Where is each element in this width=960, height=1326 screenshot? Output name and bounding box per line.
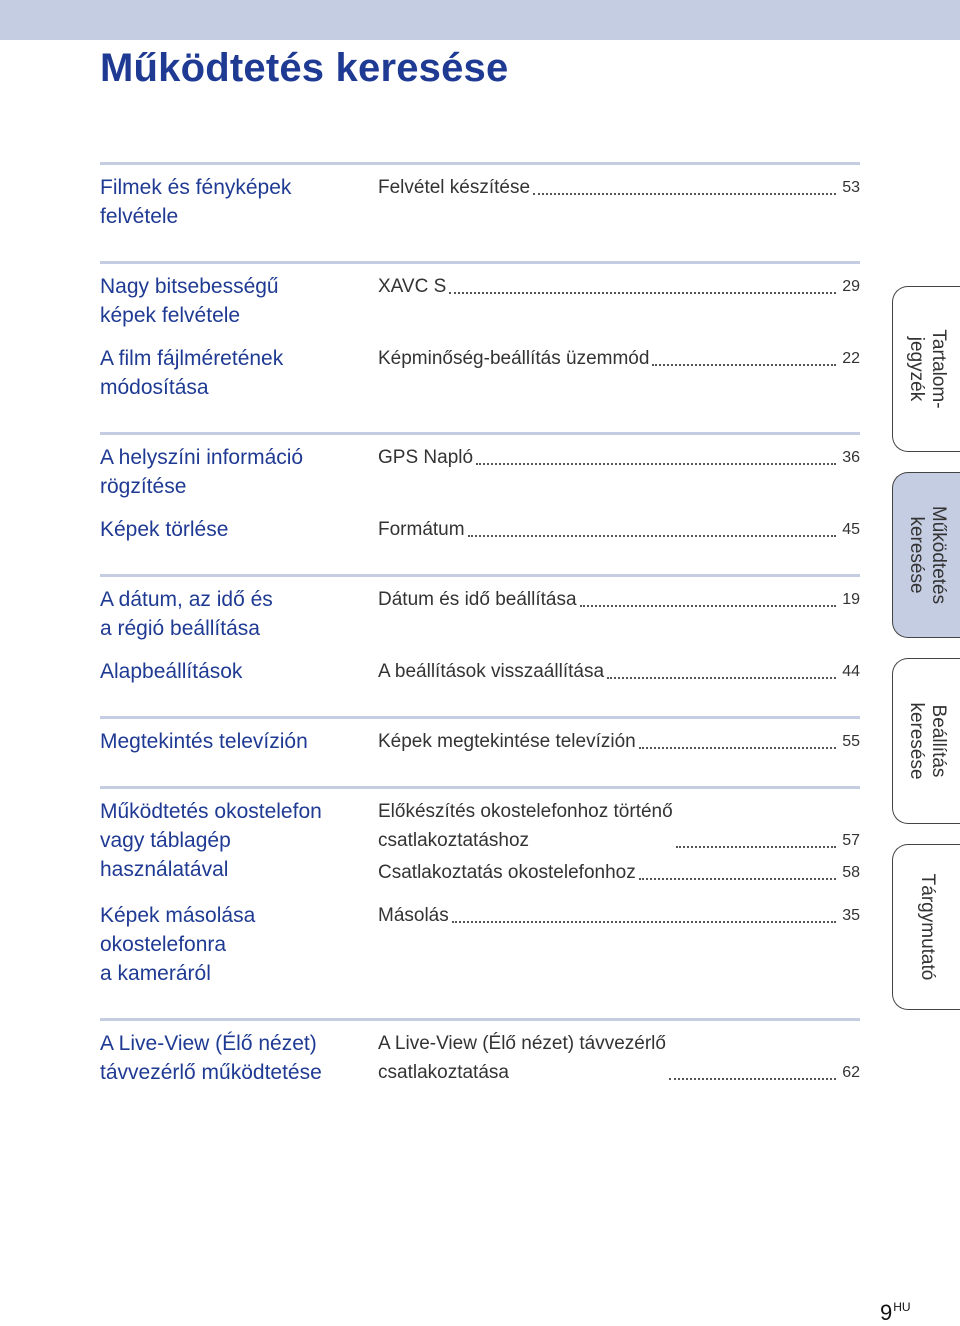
entry-label-line: Előkészítés okostelefonhoz történő [378, 801, 673, 822]
dot-leader [476, 463, 836, 465]
entry-label-line: Képek megtekintése televízión [378, 731, 636, 752]
dot-leader [639, 747, 836, 749]
entry-label-line: Csatlakoztatás okostelefonhoz [378, 862, 636, 883]
toc-section [100, 162, 860, 231]
entry-label-line: Dátum és idő beállítása [378, 589, 577, 610]
section-gap [100, 231, 860, 261]
page-number [880, 1300, 911, 1326]
entry-list [378, 901, 860, 930]
page-ref: 44 [842, 663, 860, 680]
side-tab-label-line: Tárgymutató [916, 873, 938, 981]
topic-line: Képek másolása [100, 904, 256, 927]
topic-line: A dátum, az idő és [100, 588, 273, 611]
toc-section [100, 786, 860, 988]
side-tab-label [916, 874, 938, 981]
topic-heading [100, 515, 378, 544]
side-tab-label-line: Tartalom- [927, 329, 949, 409]
entry-list [378, 727, 860, 756]
entry-label-line: Formátum [378, 519, 465, 540]
entry-label-line: Képminőség-beállítás üzemmód [378, 348, 650, 369]
toc-row [100, 797, 860, 887]
entry-label [378, 344, 649, 373]
entry-label-line: A Live-View (Élő nézet) távvezérlő [378, 1033, 666, 1054]
toc-entry-link[interactable] [378, 585, 860, 614]
topic-heading [100, 272, 378, 330]
dot-leader [652, 364, 836, 366]
entry-label [378, 515, 465, 544]
page-ref: 45 [842, 521, 860, 538]
entry-list [378, 344, 860, 373]
topic-heading [100, 173, 378, 231]
topic-line: Működtetés okostelefon [100, 800, 322, 823]
topic-line: Megtekintés televízión [100, 730, 308, 753]
toc-entry-link[interactable] [378, 727, 860, 756]
toc-row [100, 901, 860, 988]
topic-line: a régió beállítása [100, 617, 260, 640]
dot-leader [533, 193, 836, 195]
side-tab-label-line: Működtetés [927, 505, 949, 605]
entry-label [378, 727, 636, 756]
toc-entry-link[interactable] [378, 901, 860, 930]
topic-heading [100, 657, 378, 686]
topic-line: Nagy bitsebességű [100, 275, 279, 298]
topic-heading [100, 585, 378, 643]
dot-leader [607, 677, 836, 679]
toc-entry-link[interactable] [378, 858, 860, 887]
side-tab-label-line: jegyzék [905, 336, 927, 402]
page-ref: 22 [842, 350, 860, 367]
toc-row [100, 515, 860, 544]
dot-leader [452, 921, 836, 923]
toc-entry-link[interactable] [378, 657, 860, 686]
page-ref: 36 [842, 449, 860, 466]
toc-entry-link[interactable] [378, 344, 860, 373]
entry-label-line: XAVC S [378, 276, 447, 297]
entry-list [378, 1029, 860, 1087]
entry-list [378, 585, 860, 614]
entry-label [378, 443, 473, 472]
side-tab-label [905, 506, 949, 604]
dot-leader [676, 846, 837, 848]
side-tab[interactable] [892, 844, 960, 1010]
entry-list [378, 272, 860, 301]
toc-row [100, 272, 860, 330]
side-tab-label-line: Beállítás [927, 704, 949, 778]
toc-section [100, 574, 860, 686]
topic-line: módosítása [100, 376, 209, 399]
topic-line: A Live-View (Élő nézet) [100, 1032, 317, 1055]
entry-list [378, 797, 860, 887]
toc-section [100, 1018, 860, 1087]
entry-label-line: GPS Napló [378, 447, 474, 468]
toc-row [100, 585, 860, 643]
toc-row [100, 344, 860, 402]
topic-heading [100, 1029, 378, 1087]
page-title: Működtetés keresése [100, 46, 509, 90]
entry-label-line: A beállítások visszaállítása [378, 661, 605, 682]
entry-label [378, 901, 449, 930]
entry-label [378, 173, 530, 202]
entry-label [378, 657, 604, 686]
topic-line: rögzítése [100, 475, 187, 498]
side-tab[interactable] [892, 286, 960, 452]
entry-label-line: csatlakoztatása [378, 1062, 509, 1083]
toc-row [100, 1029, 860, 1087]
section-gap [100, 402, 860, 432]
topic-heading [100, 443, 378, 501]
topic-heading [100, 344, 378, 402]
section-gap [100, 686, 860, 716]
side-tab[interactable] [892, 658, 960, 824]
page-ref: 35 [842, 907, 860, 924]
page-ref: 55 [842, 733, 860, 750]
topic-heading [100, 727, 378, 756]
toc-section [100, 716, 860, 756]
toc-row [100, 173, 860, 231]
side-tab-label [905, 702, 949, 779]
entry-label [378, 272, 446, 301]
section-gap [100, 756, 860, 786]
toc-table [100, 162, 860, 1087]
topic-line: Filmek és fényképek [100, 176, 292, 199]
entry-list [378, 657, 860, 686]
topic-line: A helyszíni információ [100, 446, 304, 469]
toc-entry-link[interactable] [378, 797, 860, 855]
side-tab-label [905, 329, 949, 408]
page-suffix: HU [893, 1300, 911, 1314]
topic-line: Alapbeállítások [100, 660, 243, 683]
page-ref: 57 [842, 832, 860, 849]
toc-entry-link[interactable] [378, 173, 860, 202]
section-gap [100, 988, 860, 1018]
toc-entry-link[interactable] [378, 1029, 860, 1087]
toc-row [100, 727, 860, 756]
section-gap [100, 544, 860, 574]
entry-label-line: csatlakoztatáshoz [378, 830, 530, 851]
dot-leader [449, 292, 836, 294]
topic-heading [100, 797, 378, 884]
topic-line: képek felvétele [100, 304, 241, 327]
page-ref: 53 [842, 179, 860, 196]
page-ref: 19 [842, 591, 860, 608]
dot-leader [580, 605, 837, 607]
topic-line: A film fájlméretének [100, 347, 284, 370]
entry-label [378, 1029, 666, 1087]
page-number-value: 9 [880, 1300, 893, 1325]
topic-line: távvezérlő működtetése [100, 1061, 322, 1084]
toc-row [100, 657, 860, 686]
toc-entry-link[interactable] [378, 515, 860, 544]
entry-list [378, 515, 860, 544]
toc-row [100, 443, 860, 501]
topic-line: a kameráról [100, 962, 211, 985]
toc-section [100, 432, 860, 544]
topic-line: okostelefonra [100, 933, 227, 956]
topic-line: vagy táblagép [100, 829, 231, 852]
toc-section [100, 261, 860, 402]
entry-label-line: Felvétel készítése [378, 177, 531, 198]
topic-line: Képek törlése [100, 518, 229, 541]
entry-list [378, 173, 860, 202]
entry-label-line: Másolás [378, 905, 449, 926]
dot-leader [669, 1078, 836, 1080]
side-tab[interactable] [892, 472, 960, 638]
toc-entry-link[interactable] [378, 272, 860, 301]
toc-entry-link[interactable] [378, 443, 860, 472]
page-ref: 62 [842, 1064, 860, 1081]
entry-list [378, 443, 860, 472]
topic-line: használatával [100, 858, 229, 881]
entry-label [378, 797, 673, 855]
entry-label [378, 585, 577, 614]
header-band [0, 0, 960, 40]
entry-label [378, 858, 636, 887]
side-tab-label-line: keresése [905, 702, 927, 780]
page-ref: 29 [842, 278, 860, 295]
dot-leader [639, 878, 836, 880]
topic-heading [100, 901, 378, 988]
dot-leader [468, 535, 837, 537]
topic-line: felvétele [100, 205, 179, 228]
side-tab-label-line: keresése [905, 516, 927, 594]
page-ref: 58 [842, 864, 860, 881]
